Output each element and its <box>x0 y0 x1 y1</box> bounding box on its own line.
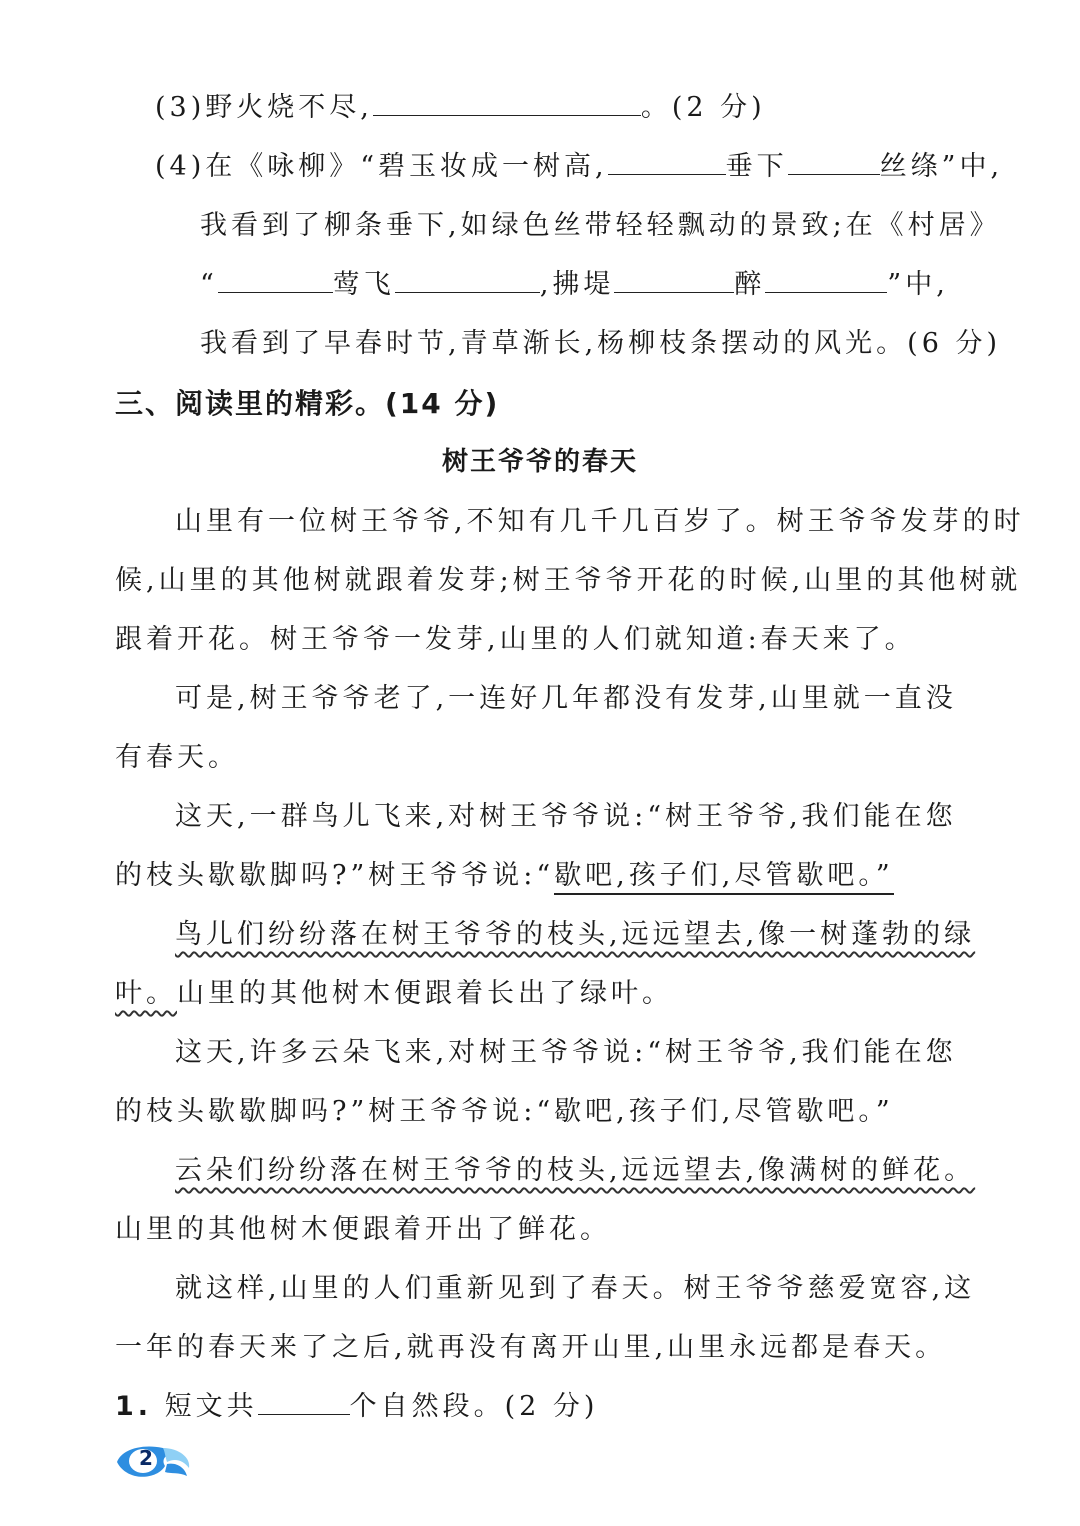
section-3-title: 三、阅读里的精彩。(14 分) <box>115 387 500 420</box>
story-paragraph-4 <box>115 974 673 1014</box>
story-paragraph-3 <box>115 856 894 896</box>
question-4-blank-5[interactable] <box>614 266 734 293</box>
story-paragraph-4 <box>175 915 975 955</box>
story-paragraph-5: 这天,许多云朵飞来,对树王爷爷说:“树王爷爷,我们能在您 <box>175 1037 957 1068</box>
question-4-line-3 <box>200 265 949 305</box>
question-4-blank-1[interactable] <box>608 148 726 175</box>
story-paragraph-7: 一年的春天来了之后,就再没有离开山里,山里永远都是春天。 <box>115 1332 947 1363</box>
story-paragraph-7: 就这样,山里的人们重新见到了春天。树王爷爷慈爱宽容,这 <box>175 1273 976 1304</box>
question-4-line-4: 我看到了早春时节,青草渐长,杨柳枝条摆动的风光。(6 分) <box>200 328 1001 359</box>
question-4-text: 丝绦”中, <box>879 151 1004 182</box>
story-title: 树王爷爷的春天 <box>441 447 638 477</box>
story-text: ” <box>876 860 894 895</box>
story-paragraph-1: 跟着开花。树王爷爷一发芽,山里的人们就知道:春天来了。 <box>115 624 916 655</box>
question-1-text: 短文共 <box>164 1391 258 1422</box>
question-1-number: 1. <box>115 1391 153 1422</box>
question-4-text: ,拂堤 <box>539 269 615 300</box>
question-1-blank[interactable] <box>258 1388 350 1415</box>
story-text: 的枝头歇歇脚吗?”树王爷爷说:“ <box>115 860 555 891</box>
question-4-blank-2[interactable] <box>788 148 880 175</box>
question-3-blank[interactable] <box>373 89 641 116</box>
story-paragraph-1: 山里有一位树王爷爷,不知有几千几百岁了。树王爷爷发芽的时 <box>175 506 1025 537</box>
question-3-text: (3)野火烧不尽, <box>155 92 373 123</box>
question-1 <box>115 1387 598 1427</box>
question-4-text: 醉 <box>734 269 766 300</box>
question-3 <box>155 88 766 128</box>
question-4-blank-3[interactable] <box>218 266 333 293</box>
question-4-blank-4[interactable] <box>395 266 540 293</box>
story-paragraph-3: 这天,一群鸟儿飞来,对树王爷爷说:“树王爷爷,我们能在您 <box>175 801 957 832</box>
underlined-sentence: 歇吧,孩子们,尽管歇吧。 <box>554 860 876 895</box>
question-4-line-2: 我看到了柳条垂下,如绿色丝带轻轻飘动的景致;在《村居》 <box>200 210 1001 241</box>
question-4-text: “ <box>200 269 218 300</box>
story-paragraph-5: 的枝头歇歇脚吗?”树王爷爷说:“歇吧,孩子们,尽管歇吧。” <box>115 1096 894 1127</box>
question-4-text: 垂下 <box>725 151 788 182</box>
story-paragraph-6 <box>175 1151 975 1191</box>
question-4-line-1 <box>155 147 1003 187</box>
question-4-text: ”中, <box>887 269 949 300</box>
page-number: 2 <box>139 1446 153 1470</box>
question-3-score: 。(2 分) <box>640 92 766 123</box>
story-paragraph-2: 可是,树王爷爷老了,一连好几年都没有发芽,山里就一直没 <box>175 683 957 714</box>
story-text: 山里的其他树木便跟着长出了绿叶。 <box>177 978 673 1009</box>
page-badge-icon <box>113 1440 193 1484</box>
story-paragraph-6: 山里的其他树木便跟着开出了鲜花。 <box>115 1214 611 1245</box>
story-paragraph-2: 有春天。 <box>115 742 239 773</box>
wavy-underlined-sentence: 叶。 <box>115 978 177 1009</box>
question-1-text: 个自然段。(2 分) <box>349 1391 599 1422</box>
wavy-underlined-sentence: 云朵们纷纷落在树王爷爷的枝头,远远望去,像满树的鲜花。 <box>175 1155 976 1186</box>
story-paragraph-1: 候,山里的其他树就跟着发芽;树王爷爷开花的时候,山里的其他树就 <box>115 565 1022 596</box>
wavy-underlined-sentence: 鸟儿们纷纷落在树王爷爷的枝头,远远望去,像一树蓬勃的绿 <box>175 919 976 950</box>
question-4-text: 莺飞 <box>332 269 395 300</box>
question-4-blank-6[interactable] <box>765 266 887 293</box>
question-4-text: (4)在《咏柳》“碧玉妆成一树高, <box>155 151 608 182</box>
